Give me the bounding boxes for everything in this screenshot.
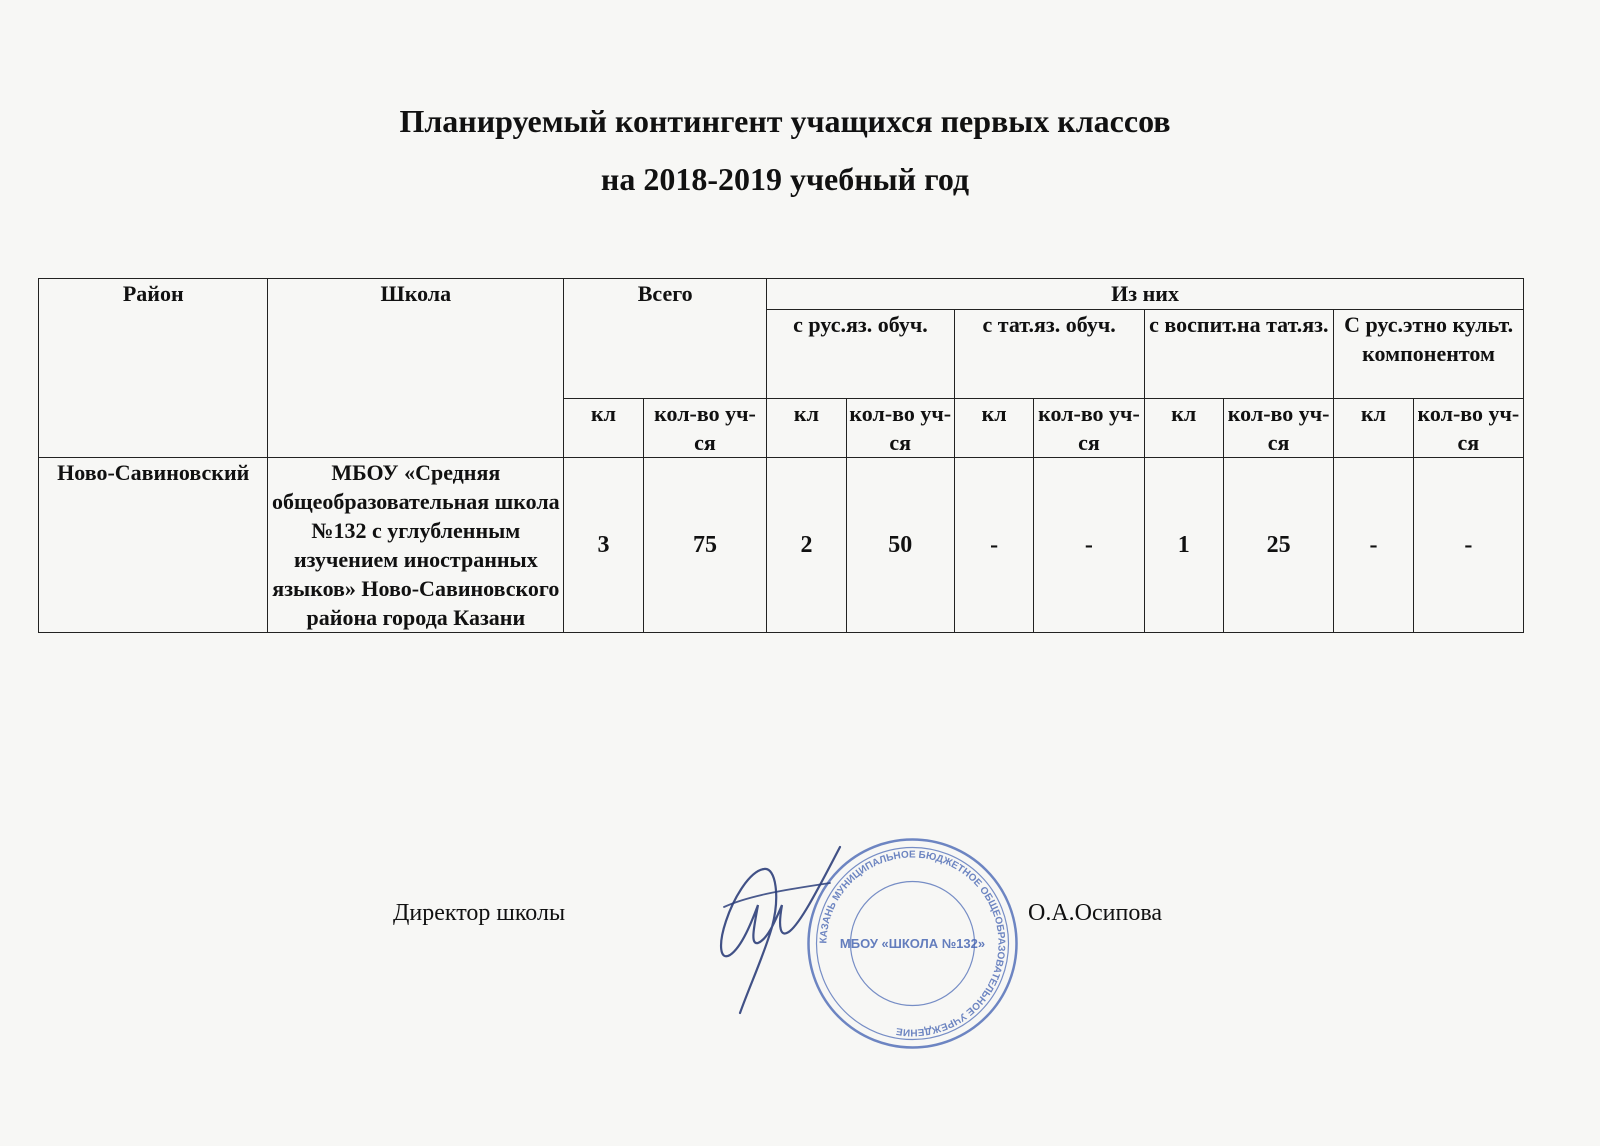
header-classes: кл xyxy=(954,399,1034,458)
director-signature xyxy=(680,835,880,1025)
header-group-tat-upbringing: с воспит.на тат.яз. xyxy=(1144,310,1334,399)
header-school: Школа xyxy=(268,279,564,458)
cell-tat-students: - xyxy=(1034,458,1144,633)
header-students: кол-во уч-ся xyxy=(1224,399,1334,458)
header-classes: кл xyxy=(1144,399,1224,458)
header-students: кол-во уч-ся xyxy=(643,399,766,458)
director-label: Директор школы xyxy=(393,900,566,926)
cell-tat-upbringing-classes: 1 xyxy=(1144,458,1224,633)
stamp-ring-text: КАЗАНЬ МУНИЦИПАЛЬНОЕ БЮДЖЕТНОЕ ОБЩЕОБРАЗОВАТЕЛЬНОЕ УЧРЕЖДЕНИЕ xyxy=(818,849,1007,1038)
table-row xyxy=(39,458,1524,633)
contingent-table xyxy=(38,278,1524,633)
cell-tat-classes: - xyxy=(954,458,1034,633)
cell-ethno-students: - xyxy=(1413,458,1523,633)
header-classes: кл xyxy=(564,399,644,458)
header-students: кол-во уч-ся xyxy=(1034,399,1144,458)
title-line-2: на 2018-2019 учебный год xyxy=(600,161,970,197)
stamp-center-text: МБОУ «ШКОЛА №132» xyxy=(839,936,986,951)
cell-district: Ново-Савиновский xyxy=(39,458,268,633)
header-classes: кл xyxy=(1334,399,1414,458)
cell-school: МБОУ «Средняя общеобразовательная школа №132 с углубленным изучением иностранных языков» Ново-Савиновского района города Казани xyxy=(268,458,564,633)
header-students: кол-во уч-ся xyxy=(846,399,954,458)
header-of-which: Из них xyxy=(767,279,1524,310)
page-title xyxy=(0,92,1570,208)
signature-stroke-main xyxy=(721,847,840,1013)
title-line-1: Планируемый контингент учащихся первых классов xyxy=(399,103,1171,139)
header-students: кол-во уч-ся xyxy=(1413,399,1523,458)
cell-tat-upbringing-students: 25 xyxy=(1224,458,1334,633)
header-group-rus: с рус.яз. обуч. xyxy=(767,310,955,399)
header-classes: кл xyxy=(767,399,847,458)
cell-rus-classes: 2 xyxy=(767,458,847,633)
header-group-ethno: С рус.этно культ. компонентом xyxy=(1334,310,1524,399)
header-row-1 xyxy=(39,279,1524,310)
cell-total-students: 75 xyxy=(643,458,766,633)
header-group-tat: с тат.яз. обуч. xyxy=(954,310,1144,399)
cell-ethno-classes: - xyxy=(1334,458,1414,633)
header-district: Район xyxy=(39,279,268,458)
header-total: Всего xyxy=(564,279,767,399)
cell-rus-students: 50 xyxy=(846,458,954,633)
director-name: О.А.Осипова xyxy=(1028,900,1163,926)
cell-total-classes: 3 xyxy=(564,458,644,633)
